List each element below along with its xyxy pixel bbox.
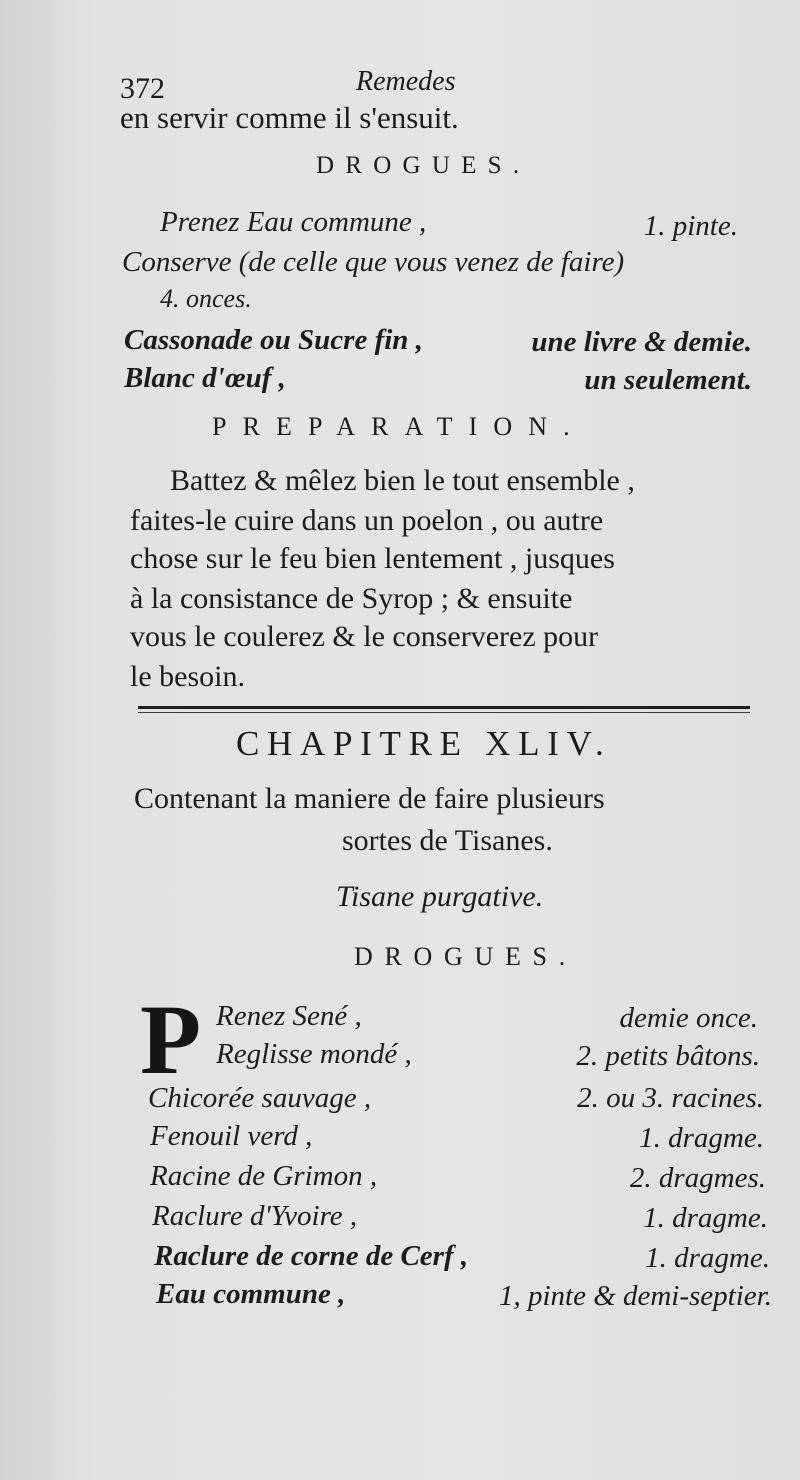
ingredient-name: 4. onces. [160, 284, 252, 313]
ingredient-qty: 1. dragme. [643, 1202, 768, 1234]
recipe-title: Tisane purgative. [336, 880, 544, 913]
prep-line: le besoin. [130, 660, 245, 693]
intro-line: en servir comme il s'ensuit. [120, 100, 459, 135]
ingredient-name: Raclure de corne de Cerf , [154, 1240, 469, 1272]
prep-line: Battez & mêlez bien le tout ensemble , [170, 464, 635, 497]
section-divider-thin [138, 712, 750, 713]
drogues-heading-2: DROGUES. [354, 942, 577, 971]
ingredient-name: Racine de Grimon , [150, 1160, 378, 1192]
ingredient-qty: 2. ou 3. racines. [577, 1082, 764, 1114]
ingredient-name: Blanc d'œuf , [124, 362, 286, 394]
ingredient-qty: 1, pinte & demi-septier. [498, 1280, 772, 1312]
chapter-subtitle: Contenant la maniere de faire plusieurs [134, 782, 605, 815]
ingredient-qty: 2. petits bâtons. [576, 1040, 760, 1072]
ingredient-name: Chicorée sauvage , [148, 1082, 372, 1114]
preparation-heading: PREPARATION. [212, 412, 586, 441]
chapter-subtitle: sortes de Tisanes. [342, 824, 553, 857]
ingredient-qty: 1. dragme. [639, 1122, 764, 1154]
ingredient-qty: un seulement. [584, 364, 752, 396]
ingredient-name: Eau commune , [156, 1278, 346, 1310]
ingredient-qty: 1. dragme. [645, 1242, 770, 1274]
ingredient-qty: demie once. [619, 1002, 758, 1034]
chapter-title: CHAPITRE XLIV. [236, 724, 612, 763]
ingredient-name: Renez Sené , [216, 1000, 362, 1032]
ingredient-name: Conserve (de celle que vous venez de faire) [122, 246, 625, 278]
ingredient-name: Reglisse mondé , [216, 1038, 412, 1070]
drogues-heading-1: DROGUES. [316, 152, 531, 179]
ingredient-name: Fenouil verd , [150, 1120, 313, 1152]
ingredient-name: Prenez Eau commune , [160, 206, 427, 238]
ingredient-qty: 1. pinte. [643, 210, 738, 242]
ingredient-qty: une livre & demie. [531, 326, 752, 358]
page-number: 372 [120, 72, 165, 105]
prep-line: vous le coulerez & le conserverez pour [130, 620, 599, 653]
section-divider [138, 706, 750, 709]
ingredient-name: Raclure d'Yvoire , [152, 1200, 358, 1232]
drop-cap: P [140, 984, 202, 1095]
ingredient-name: Cassonade ou Sucre fin , [124, 324, 423, 356]
prep-line: à la consistance de Syrop ; & ensuite [130, 582, 573, 615]
running-title: Remedes [356, 66, 456, 97]
prep-line: chose sur le feu bien lentement , jusques [130, 542, 615, 575]
prep-line: faites-le cuire dans un poelon , ou autre [130, 504, 604, 537]
ingredient-qty: 2. dragmes. [629, 1162, 766, 1194]
